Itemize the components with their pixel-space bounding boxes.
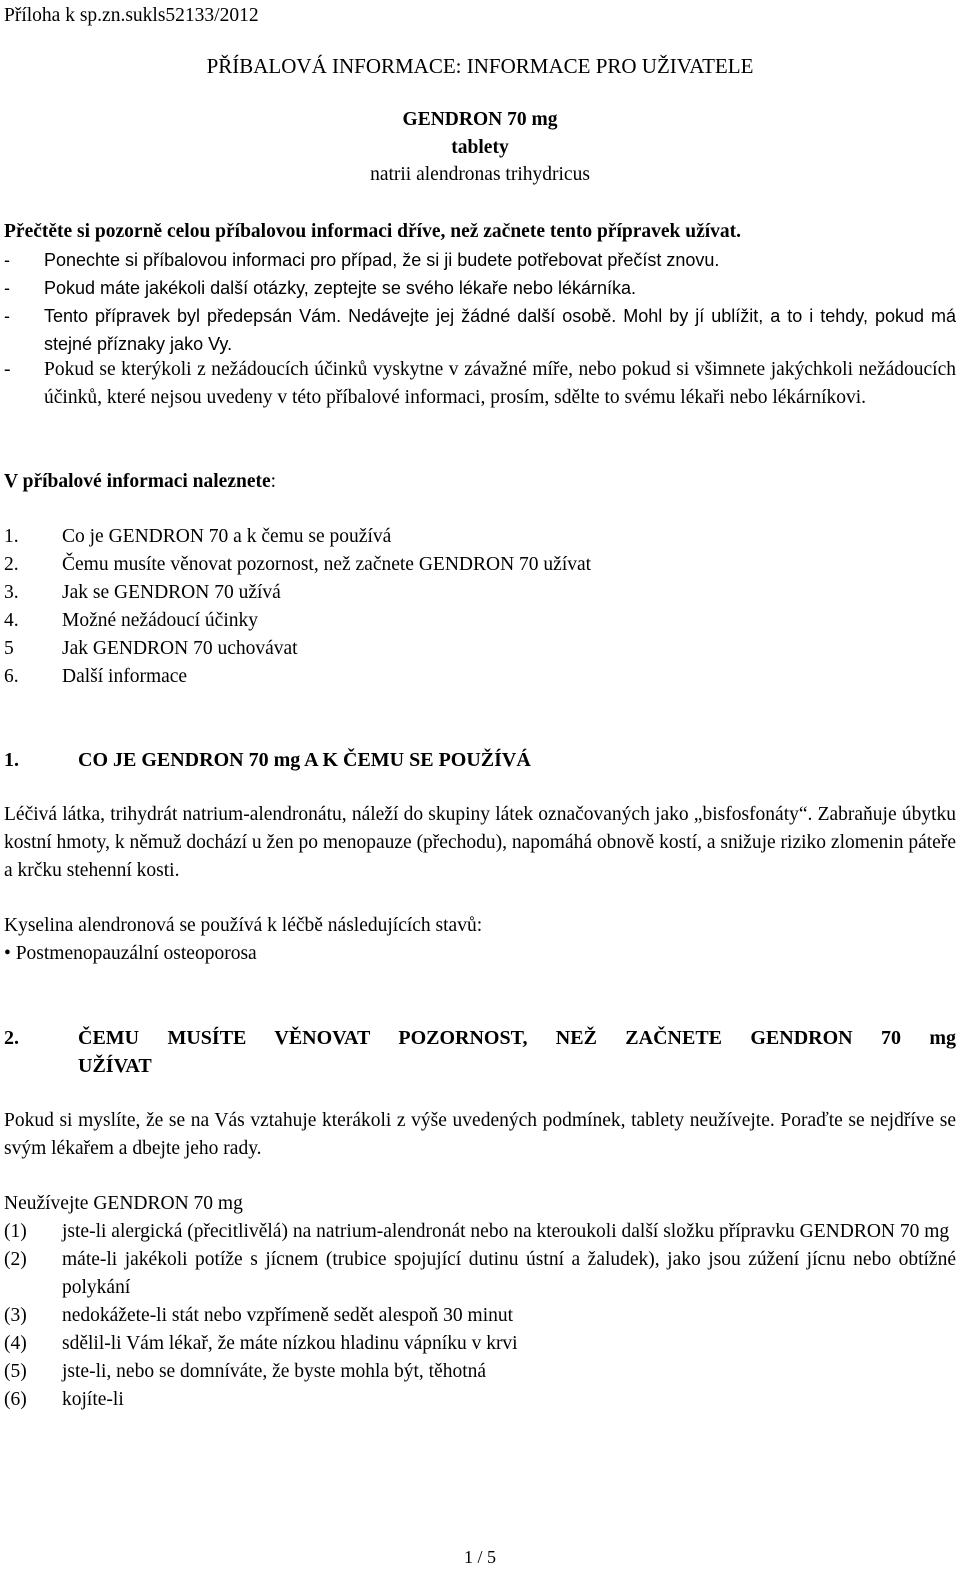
section-2-heading: 2. ČEMU MUSÍTE VĚNOVAT POZORNOST, NEŽ ZAČNETE GENDRON 70 mg UŽÍVAT: [4, 1027, 956, 1077]
intro-item: - Tento přípravek byl předepsán Vám. Nedávejte jej žádné další osobě. Mohl by jí ublížit, a to i tehdy, pokud má stejné příznaky jako Vy.: [4, 306, 956, 354]
intro-lead: Přečtěte si pozorně celou příbalovou informaci dříve, než začnete tento přípravek užívat.: [4, 221, 742, 242]
toc-heading: V příbalové informaci naleznete:: [4, 471, 277, 492]
section-1-paragraph: Léčivá látka, trihydrát natrium-alendronátu, náleží do skupiny látek označovaných jako „bisfosfonáty“. Zabraňuje úbytku kostní hmoty, k němuž dochází u žen po menopauze (přechodu), napomáhá obnově kostí, a snižuje riziko zlomenin páteře a krčku stehenní kosti.: [4, 804, 956, 881]
document-title: PŘÍBALOVÁ INFORMACE: INFORMACE PRO UŽIVATELE: [206, 54, 754, 78]
product-name: GENDRON 70 mg: [402, 109, 558, 130]
reference-number: Příloha k sp.zn.sukls52133/2012: [4, 5, 259, 26]
toc-item: 5 Jak GENDRON 70 uchovávat: [4, 638, 298, 659]
toc-item: 1. Co je GENDRON 70 a k čemu se používá: [4, 526, 392, 547]
product-form: tablety: [451, 137, 509, 158]
contraindication-heading: Neužívejte GENDRON 70 mg: [4, 1193, 243, 1214]
intro-list: [4, 246, 956, 358]
intro-list-cont: [4, 356, 956, 412]
active-substance: natrii alendronas trihydricus: [370, 164, 590, 185]
intro-item: - Pokud máte jakékoli další otázky, zeptejte se svého lékaře nebo lékárníka.: [4, 278, 636, 298]
contraindication-item: (6) kojíte-li: [4, 1389, 124, 1410]
section-1-bullet: • Postmenopauzální osteoporosa: [4, 943, 257, 964]
contraindication-list: [4, 1218, 956, 1414]
intro-item: - Ponechte si příbalovou informaci pro případ, že si ji budete potřebovat přečíst znovu.: [4, 250, 720, 270]
page-number: 1 / 5: [463, 1547, 496, 1567]
contraindication-item: (3) nedokážete-li stát nebo vzpřímeně sedět alespoň 30 minut: [4, 1305, 514, 1326]
toc-item: 4. Možné nežádoucí účinky: [4, 610, 259, 631]
contraindication-item: (1) jste-li alergická (přecitlivělá) na natrium-alendronát nebo na kteroukoli další složku přípravku GENDRON 70 mg: [4, 1221, 950, 1242]
toc-item: 3. Jak se GENDRON 70 užívá: [4, 582, 281, 603]
intro-item: - Pokud se kterýkoli z nežádoucích účinků vyskytne v závažné míře, nebo pokud si všimnete jakýchkoli nežádoucích účinků, které nejsou uvedeny v této příbalové informaci, prosím, sdělte to svému lékaři nebo lékárníkovi.: [4, 359, 956, 408]
toc-item: 2. Čemu musíte věnovat pozornost, než začnete GENDRON 70 užívat: [4, 554, 592, 575]
contraindication-item: (5) jste-li, nebo se domníváte, že byste mohla být, těhotná: [4, 1361, 487, 1382]
toc-list: [4, 523, 956, 691]
section-1-indication: Kyselina alendronová se používá k léčbě následujících stavů:: [4, 915, 483, 936]
contraindication-item: (4) sdělil-li Vám lékař, že máte nízkou hladinu vápníku v krvi: [4, 1333, 518, 1354]
section-1-heading: 1. CO JE GENDRON 70 mg A K ČEMU SE POUŽÍVÁ: [4, 749, 531, 771]
toc-item: 6. Další informace: [4, 666, 188, 687]
contraindication-item: (2) máte-li jakékoli potíže s jícnem (trubice spojující dutinu ústní a žaludek), jako jsou zúžení jícnu nebo obtížné polykání: [4, 1249, 956, 1298]
section-2-paragraph: Pokud si myslíte, že se na Vás vztahuje kterákoli z výše uvedených podmínek, tablety neužívejte. Poraďte se nejdříve se svým lékařem a dbejte jeho rady.: [4, 1110, 956, 1159]
